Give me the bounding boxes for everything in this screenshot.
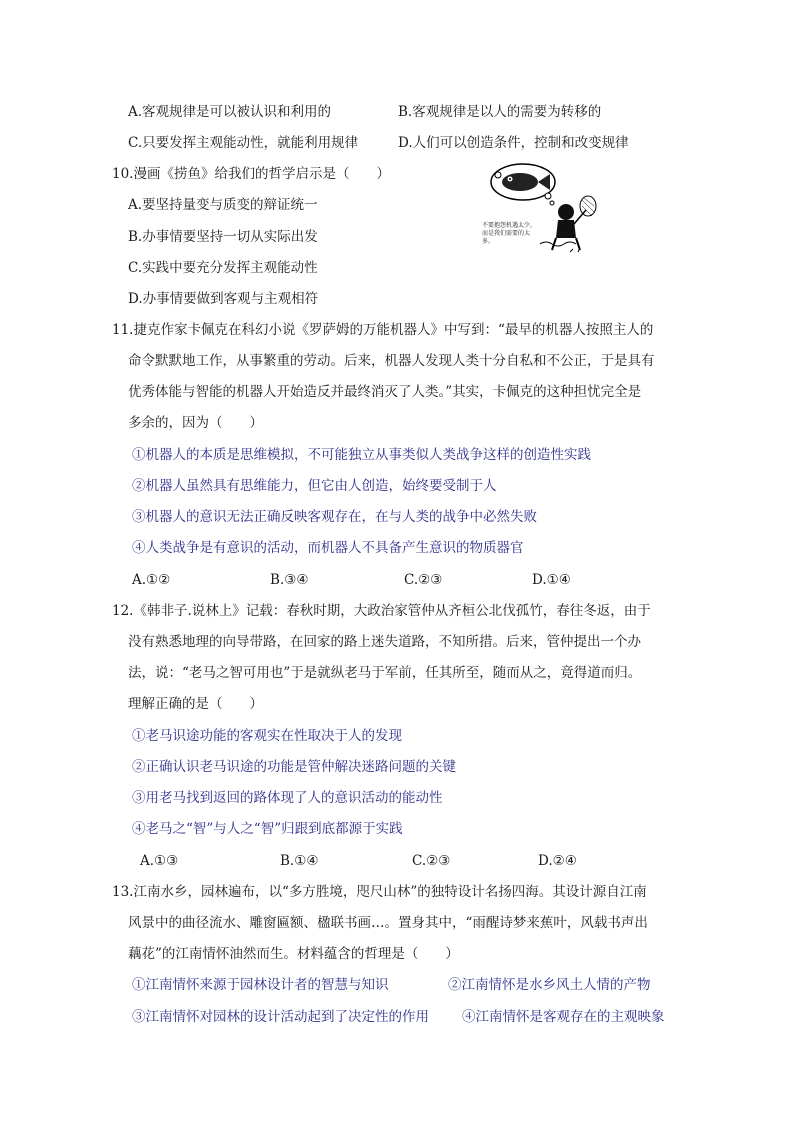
q11-item-2: ②机器人虽然具有思维能力，但它由人创造，始终要受制于人 [132, 478, 497, 494]
q11-stem-line-1: 11.捷克作家卡佩克在科幻小说《罗萨姆的万能机器人》中写到：“最早的机器人按照主人的 [112, 322, 654, 338]
q13-stem-line-1: 13.江南水乡，园林遍布，以“多方胜境，咫尺山林”的独特设计名扬四海。其设计源自江南 [112, 884, 647, 900]
q10-option-c: C.实践中要充分发挥主观能动性 [128, 260, 318, 276]
q11-item-3: ③机器人的意识无法正确反映客观存在，在与人类的战争中必然失败 [132, 509, 537, 525]
q12-item-1: ①老马识途功能的客观实在性取决于人的发现 [132, 728, 402, 744]
q13-stem-line-3: 藕花”的江南情怀油然而生。材料蕴含的哲理是（ ） [128, 946, 459, 962]
q11-option-a: A.①② [132, 572, 171, 588]
q12-item-2: ②正确认识老马识途的功能是管仲解决迷路问题的关键 [132, 759, 456, 775]
q11-item-1: ①机器人的本质是思维模拟，不可能独立从事类似人类战争这样的创造性实践 [132, 447, 591, 463]
q12-item-3: ③用老马找到返回的路体现了人的意识活动的能动性 [132, 790, 443, 806]
q12-stem-line-3: 法，说：“老马之智可用也”于是就纵老马于军前，任其所至，随而从之，竟得道而归。 [128, 665, 642, 681]
q12-stem-line-1: 12.《韩非子.说林上》记载：春秋时期，大政治家管仲从齐桓公北伐孤竹，春往冬返，由于 [112, 603, 651, 619]
q13-stem-line-2: 风景中的曲径流水、雕窗匾额、楹联书画…。置身其中，“雨醒诗梦来蕉叶，风载书声出 [128, 915, 648, 931]
q13-item-4: ④江南情怀是客观存在的主观映象 [462, 1009, 665, 1025]
q9-option-b: B.客观规律是以人的需要为转移的 [398, 104, 602, 120]
q11-stem-line-4: 多余的，因为（ ） [128, 415, 263, 431]
q9-option-d: D.人们可以创造条件，控制和改变规律 [398, 135, 629, 151]
q10-option-b: B.办事情要坚持一切从实际出发 [128, 229, 318, 245]
cartoon-caption: 不要抱怨机遇太少，而是我们需要的太多。 [482, 222, 537, 245]
q10-option-d: D.办事情要做到客观与主观相符 [128, 291, 319, 307]
q11-option-b: B.③④ [270, 572, 309, 588]
q13-item-2: ②江南情怀是水乡风土人情的产物 [448, 977, 651, 993]
q11-item-4: ④人类战争是有意识的活动，而机器人不具备产生意识的物质器官 [132, 540, 524, 556]
q10-stem: 10.漫画《捞鱼》给我们的哲学启示是（ ） [112, 166, 390, 182]
q11-stem-line-2: 命令默默地工作，从事繁重的劳动。后来，机器人发现人类十分自私和不公正，于是具有 [128, 353, 655, 369]
q10-option-a: A.要坚持量变与质变的辩证统一 [128, 197, 318, 213]
q12-option-d: D.②④ [538, 853, 577, 869]
q12-option-b: B.①④ [280, 853, 319, 869]
q12-stem-line-2: 没有熟悉地理的向导带路，在回家的路上迷失道路，不知所措。后来，管仲提出一个办 [128, 634, 641, 650]
q13-item-1: ①江南情怀来源于园林设计者的智慧与知识 [132, 977, 389, 993]
q11-stem-line-3: 优秀体能与智能的机器人开始造反并最终消灭了人类。”其实，卡佩克的这种担忧完全是 [128, 384, 642, 400]
q9-option-a: A.客观规律是可以被认识和利用的 [128, 104, 332, 120]
q9-option-c: C.只要发挥主观能动性，就能利用规律 [128, 135, 359, 151]
q11-option-c: C.②③ [404, 572, 443, 588]
q11-option-d: D.①④ [532, 572, 571, 588]
q13-item-3: ③江南情怀对园林的设计活动起到了决定性的作用 [132, 1009, 429, 1025]
q12-item-4: ④老马之“智”与人之“智”归跟到底都源于实践 [132, 821, 403, 837]
q12-stem-line-4: 理解正确的是（ ） [128, 696, 263, 712]
q12-option-a: A.①③ [140, 853, 179, 869]
q12-option-c: C.②③ [412, 853, 451, 869]
